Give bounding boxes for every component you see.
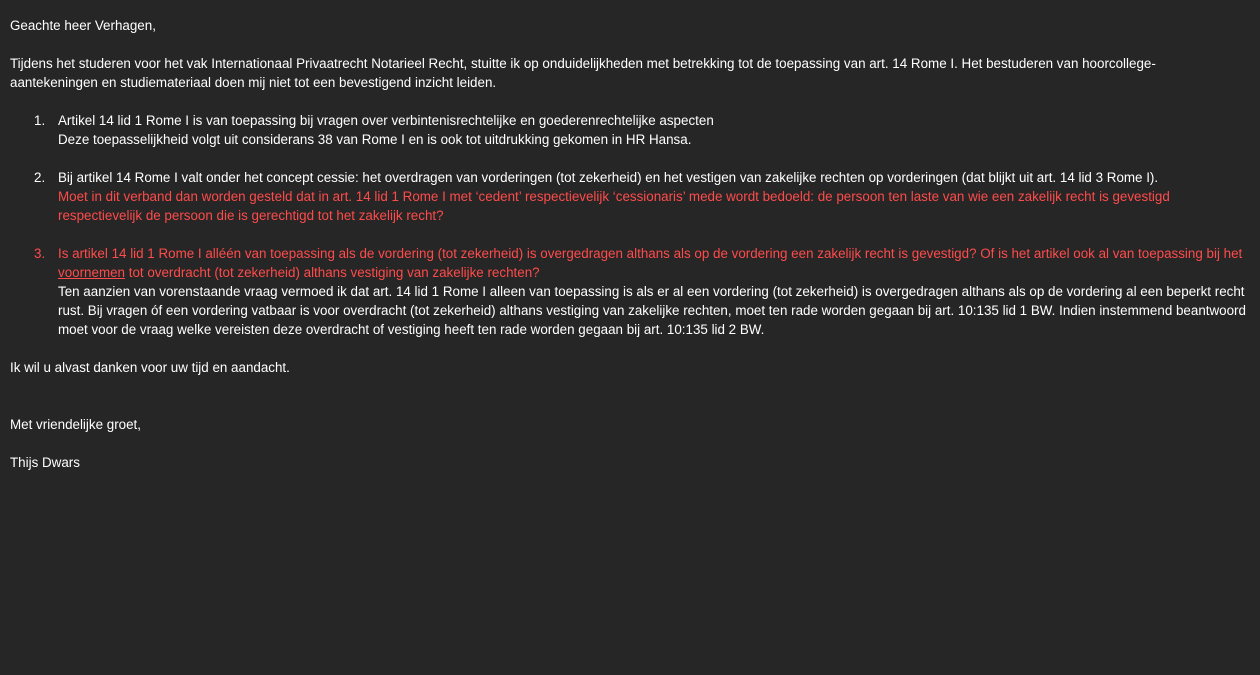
greeting: Geachte heer Verhagen, [10, 18, 156, 33]
list-number: 1. [34, 113, 46, 128]
item-2-statement: Bij artikel 14 Rome I valt onder het concept cessie: het overdragen van vorderingen (tot zekerheid) en het vestigen van zakelijke rechten op vorderingen (dat blijkt uit art. 14 lid 3 Rome I). [58, 170, 1159, 185]
item-1-line-1: Artikel 14 lid 1 Rome I is van toepassing bij vragen over verbintenisrechtelijke en goederenrechtelijke aspecten [58, 113, 714, 128]
email-body[interactable] [10, 16, 1250, 472]
intro-paragraph: Tijdens het studeren voor het vak Internationaal Privaatrecht Notarieel Recht, stuitte ik op onduidelijkheden met betrekking tot de toepassing van art. 14 Rome I. Het bestuderen van hoorcollege-aantekeningen en studiemateriaal doen mij niet tot een bevestigend inzicht leiden. [10, 56, 1156, 90]
item-2-question: Moet in dit verband dan worden gesteld dat in art. 14 lid 1 Rome I met ‘cedent’ respectievelijk ‘cessionaris’ mede wordt bedoeld: de persoon ten laste van wie een zakelijk recht is gevestigd respectievelijk de persoon die is gerechtigd tot het zakelijk recht? [58, 189, 1170, 223]
item-3-question-part-2: tot overdracht (tot zekerheid) althans vestiging van zakelijke rechten? [125, 265, 540, 280]
thanks-line: Ik wil u alvast danken voor uw tijd en aandacht. [10, 360, 290, 375]
item-3-question [58, 244, 1250, 282]
item-3-question-underlined: voornemen [58, 265, 125, 280]
item-1-line-2: Deze toepasselijkheid volgt uit considerans 38 van Rome I en is ook tot uitdrukking gekomen in HR Hansa. [58, 132, 692, 147]
list-item-3 [10, 244, 1250, 339]
signature: Thijs Dwars [10, 455, 80, 470]
list-item-1 [10, 111, 1250, 149]
item-3-answer: Ten aanzien van vorenstaande vraag vermoed ik dat art. 14 lid 1 Rome I alleen van toepassing is als er al een vordering (tot zekerheid) is overgedragen althans als op de vordering al een beperkt recht rust. Bij vragen óf een vordering vatbaar is voor overdracht (tot zekerheid) althans vestiging van zakelijke rechten, moet ten rade worden gegaan bij art. 10:135 lid 1 BW. Indien instemmend beantwoord moet voor de vraag welke vereisten deze overdracht of vestiging heeft ten rade worden gegaan bij art. 10:135 lid 2 BW. [58, 284, 1246, 337]
list-number: 2. [34, 170, 46, 185]
item-3-question-part-1: Is artikel 14 lid 1 Rome I alléén van toepassing als de vordering (tot zekerheid) is overgedragen althans als op de vordering een zakelijk recht is gevestigd? Of is het artikel ook al van toepassing bij het [58, 246, 1243, 261]
closing-line: Met vriendelijke groet, [10, 417, 141, 432]
list-number: 3. [34, 246, 46, 261]
list-item-2 [10, 168, 1250, 225]
